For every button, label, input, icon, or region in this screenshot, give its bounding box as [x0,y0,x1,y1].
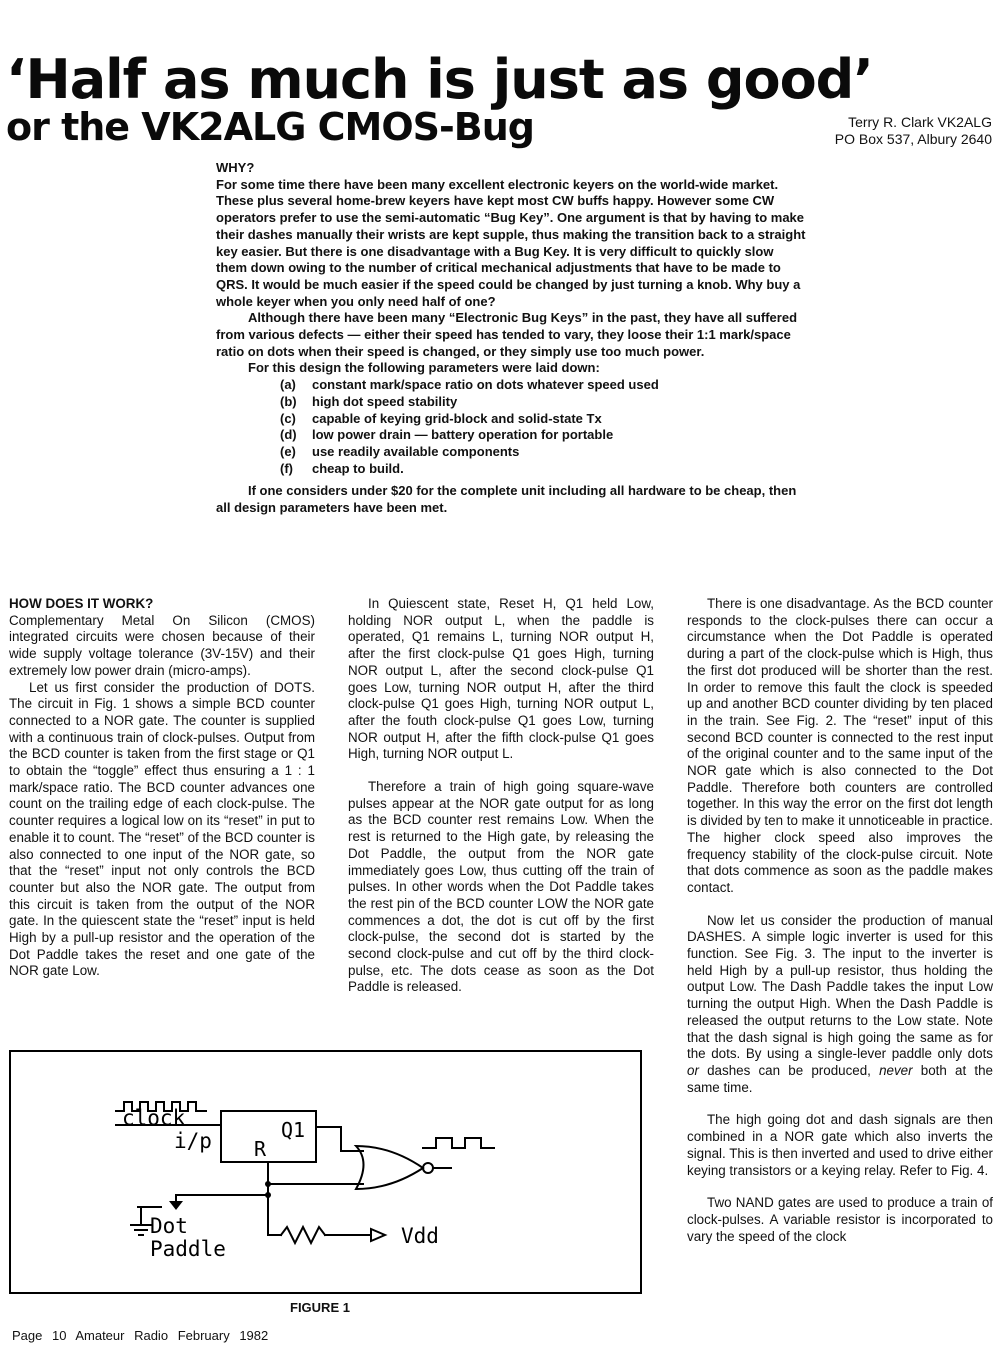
col2-paragraph-1: In Quiescent state, Reset H, Q1 held Low, holding NOR output L, when the paddle is operated, Q1 remains L, turning NOR output H, after the first clock-pulse Q1 goes High, turning NOR output L, after the second clock-pulse Q1 goes Low, turning NOR output H, after the third clock-pulse Q1 goes High, turning NOR output L, after the fouth clock-pulse Q1 goes Low, turning NOR output H, after the fifth clock-pulse Q1 goes High, turning NOR output L. [348,596,654,762]
title-line-2: or the VK2ALG CMOS-Bug [6,105,534,149]
junction-dot [265,1181,271,1187]
pullup-wire [268,1195,281,1235]
title-line-1: ‘Half as much is just as good’ [6,48,873,111]
col1-paragraph-2: Let us first consider the production of DOTS. The circuit in Fig. 1 shows a simple BCD counter connected to a NOR gate. The counter is supplied with a continuous train of clock-pulses. Output from the BCD counter is taken from the first stage or Q1 to obtain the “toggle” effect thus ensuring a 1 : 1 mark/space ratio. The BCD counter advances one count on the trailing edge of each clock-pulse. The counter requires a logical low on its “reset” in put to enable it to count. The “reset” of the BCD counter is also connected to one input of the NOR gate, so that the “reset” input not only controls the BCD counter but also the NOR gate. The output from this circuit is taken from the output of the NOR gate. In the quiescent state the “reset” input is held High by a pull-up resistor and the operation of the Dot Paddle takes the reset and one gate of the NOR gate Low. [9,679,315,979]
column-3 [687,596,993,1245]
list-item: (c) capable of keying grid-block and solid-state Tx [280,410,602,426]
list-item: (f) cheap to build. [280,460,404,476]
col1-paragraph-1: Complementary Metal On Silicon (CMOS) integrated circuits were chosen because of their wide supply voltage tolerance (3V-15V) and their extremely low power drain (micro-amps). [9,612,315,678]
intro-paragraph-4: If one considers under $20 for the complete unit including all hardware to be cheap, then all design parameters have been met. [216,483,797,516]
circuit-diagram [11,1052,640,1292]
paddle-arrow [169,1201,183,1210]
q1-label: Q1 [281,1118,306,1142]
magazine-name: Amateur Radio [75,1328,169,1343]
page-number: Page 10 [12,1328,67,1343]
nor-gate-symbol [356,1146,423,1189]
vdd-arrow [371,1229,385,1241]
list-item: (d) low power drain — battery operation for portable [280,427,614,443]
list-item: (b) high dot speed stability [280,393,458,409]
ip-label: i/p [174,1129,212,1153]
column-2 [348,596,654,996]
col3-paragraph-4: Two NAND gates are used to produce a train of clock-pulses. A variable resistor is incorporated to vary the speed of the clock [687,1195,993,1244]
author-block [772,114,992,148]
output-waveform [423,1138,494,1148]
page-footer [12,1328,268,1343]
parameter-list [280,377,806,477]
dot-label: Dot [150,1214,188,1238]
col2-paragraph-2: Therefore a train of high going square-wave pulses appear at the NOR gate output for as long as the BCD counter rest remains Low. When the rest is returned to the High gate, by releasing the Dot Paddle, the output from the NOR gate immediately goes Low, thus cutting off the train of pulses. In other words when the Dot Paddle takes the rest pin of the BCD counter LOW the NOR gate commences a dot, the dot is cut off by the first clock-pulse, the second dot is started by the second clock-pulse and cut off by the third clock-pulse, etc. The dots cease as soon as the Dot Paddle is released. [348,779,654,995]
figure-1-frame [9,1050,642,1294]
list-item: (a) constant mark/space ratio on dots whatever speed used [280,377,659,393]
reset-wire [176,1162,268,1207]
author-name: Terry R. Clark VK2ALG [848,114,992,130]
list-item: (e) use readily available components [280,443,520,459]
intro-section [216,160,806,517]
section-heading: HOW DOES IT WORK? [9,596,154,611]
intro-heading: WHY? [216,160,255,175]
issue-date: February 1982 [177,1328,269,1343]
paddle-label: Paddle [150,1237,226,1261]
intro-paragraph-1: For some time there have been many excellent electronic keyers on the world-wide market. These plus several home-brew keyers have kept most CW buffs happy. However some CW operators prefer to use the semi-automatic “Bug Key”. One argument is that by having to make their dashes manually their wrists are kept supple, thus making the transition back to a straight key easier. But there is one disadvantage with a Bug Key. It is very difficult to quickly slow them down owing to the number of critical mechanical adjustments that have to be made to QRS. It would be much easier if the speed could be changed by just turning a knob. Why buy a whole keyer when you only need half of one? [216,176,806,309]
r-label: R [254,1137,267,1161]
author-address: PO Box 537, Albury 2640 [834,131,992,147]
col3-paragraph-2: Now let us consider the production of manual DASHES. A simple logic inverter is used for this function. See Fig. 3. The input to the inverter is held High by a pull-up resistor, thus holding the output Low. The Dash Paddle takes the input Low turning the output High. When the Dash Paddle is released the output returns to the Low state. Note that the dash signal is high going the same as for the dots. By using a single-lever paddle only dots or dashes can be produced, never both at the same time. [687,912,993,1095]
resistor-symbol [281,1227,325,1243]
junction-dot [265,1192,271,1198]
figure-caption: FIGURE 1 [290,1300,350,1315]
intro-paragraph-2: Although there have been many “Electronic Bug Keys” in the past, they have all suffered from various defects — either their speed has tended to vary, they loose their 1:1 mark/space ratio on dots when their speed is changed, or they simply use too much power. [216,310,798,359]
col3-paragraph-1: There is one disadvantage. As the BCD counter responds to the clock-pulses there can occur a circumstance when the Dot Paddle is operated during a part of the clock-pulse which is High, thus the first dot produced will be shorter than the rest. In order to remove this fault the clock is speeded up and another BCD counter dividing by ten placed in the train. See Fig. 2. The “reset” input of this second BCD counter is connected to the rest input of the original counter and to the same input of the NOR gate which is also connected to the Dot Paddle. Therefore both counters are controlled together. In this way the error on the first dot length is divided by ten to make it unnoticeable in practice. The higher clock speed also improves the frequency stability of the clock-pulse circuit. Note that dots commence as soon as the paddle makes contact. [687,596,993,895]
clock-label: clock [122,1106,186,1130]
column-1 [9,596,315,980]
col3-paragraph-3: The high going dot and dash signals are then combined in a NOR gate which also inverts the signal. This is then inverted and used to drive either keying transistors or a keying relay. Refer to Fig. 4. [687,1112,993,1178]
intro-paragraph-3: For this design the following parameters were laid down: [248,360,600,376]
vdd-label: Vdd [401,1224,439,1248]
